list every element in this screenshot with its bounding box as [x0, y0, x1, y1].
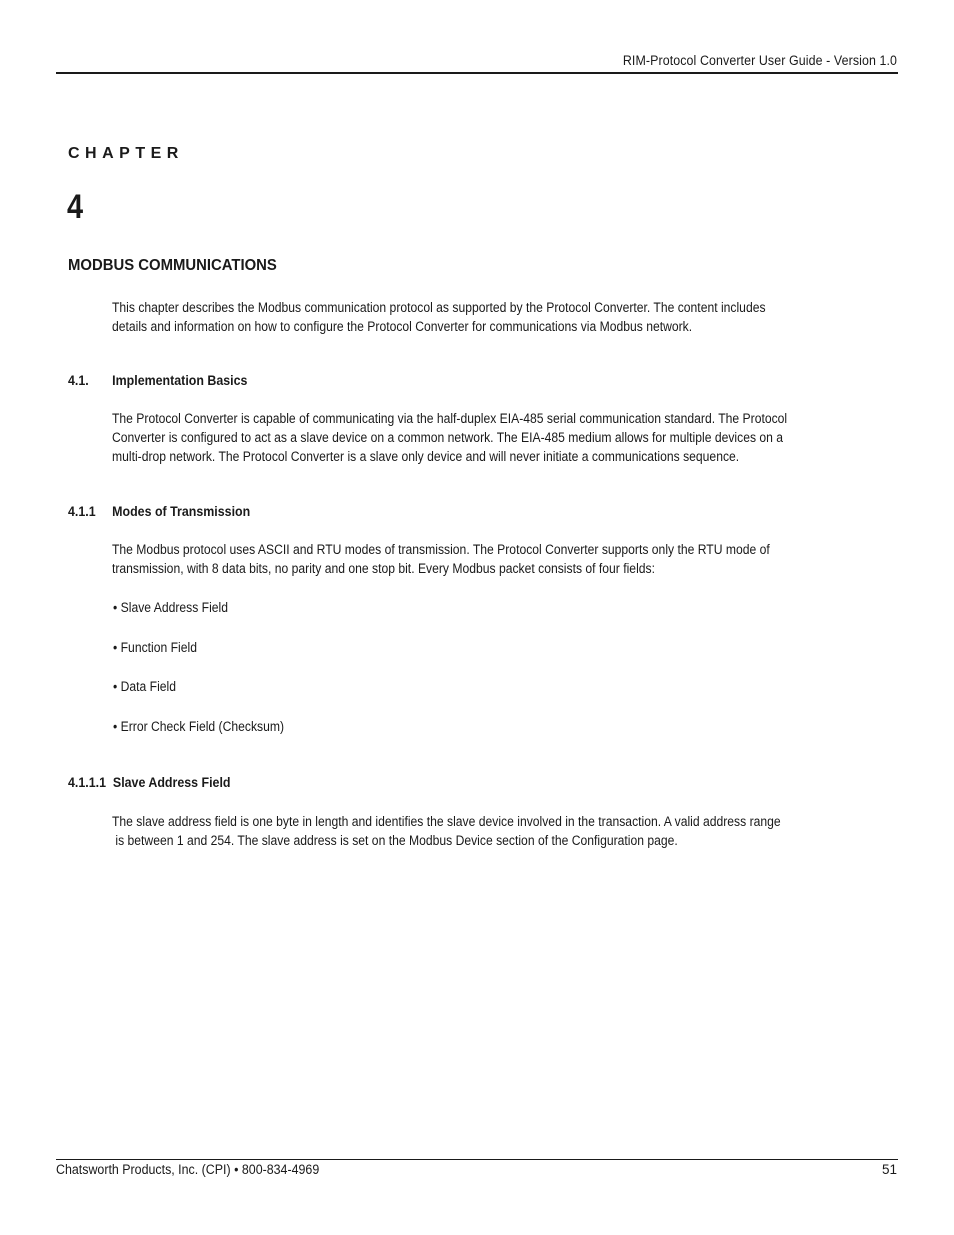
section-heading-4-1-1	[68, 504, 250, 519]
list-item: • Slave Address Field	[113, 600, 229, 615]
footer-company: Chatsworth Products, Inc. (CPI) • 800-834-4969	[56, 1162, 320, 1177]
page-number: 51	[881, 1162, 897, 1177]
section-number: 4.1.1.1	[68, 775, 106, 790]
list-item: • Error Check Field (Checksum)	[113, 719, 285, 734]
header-divider	[56, 72, 898, 74]
section-heading-4-1	[68, 373, 247, 388]
paragraph-line: The slave address field is one byte in length and identifies the slave device involved in the transaction. A valid address range	[112, 814, 781, 829]
section-body-4-1-1-1	[112, 812, 796, 850]
chapter-title: MODBUS COMMUNICATIONS	[68, 257, 277, 274]
chapter-number: 4	[67, 188, 84, 226]
paragraph-line: details and information on how to configure the Protocol Converter for communications via Modbus network.	[112, 319, 693, 334]
list-item: • Data Field	[113, 679, 177, 694]
section-title: Implementation Basics	[112, 373, 248, 388]
paragraph-line: The Modbus protocol uses ASCII and RTU modes of transmission. The Protocol Converter supports only the RTU mode of	[112, 542, 770, 557]
section-title: Slave Address Field	[112, 775, 231, 790]
paragraph-line: Converter is configured to act as a slave device on a common network. The EIA-485 medium allows for multiple devices on a	[112, 430, 784, 445]
section-body-4-1	[112, 409, 796, 466]
section-body-4-1-1	[112, 540, 796, 578]
paragraph-line: transmission, with 8 data bits, no parity and one stop bit. Every Modbus packet consists of four fields:	[112, 561, 655, 576]
footer-divider	[56, 1159, 898, 1160]
paragraph-line: multi-drop network. The Protocol Converter is a slave only device and will never initiate a communications sequence.	[112, 449, 740, 464]
section-heading-4-1-1-1	[68, 775, 230, 790]
section-title: Modes of Transmission	[112, 504, 251, 519]
running-header: RIM-Protocol Converter User Guide - Version 1.0	[622, 53, 897, 68]
chapter-intro	[112, 298, 796, 336]
paragraph-line: This chapter describes the Modbus communication protocol as supported by the Protocol Converter. The content includes	[112, 300, 766, 315]
paragraph-line: is between 1 and 254. The slave address is set on the Modbus Device section of the Configuration page.	[112, 833, 678, 848]
section-number: 4.1.	[68, 373, 89, 388]
chapter-label: CHAPTER	[68, 145, 184, 162]
section-number: 4.1.1	[68, 504, 96, 519]
list-item: • Function Field	[113, 640, 197, 655]
paragraph-line: The Protocol Converter is capable of communicating via the half-duplex EIA-485 serial communication standard. The Protocol	[112, 411, 788, 426]
